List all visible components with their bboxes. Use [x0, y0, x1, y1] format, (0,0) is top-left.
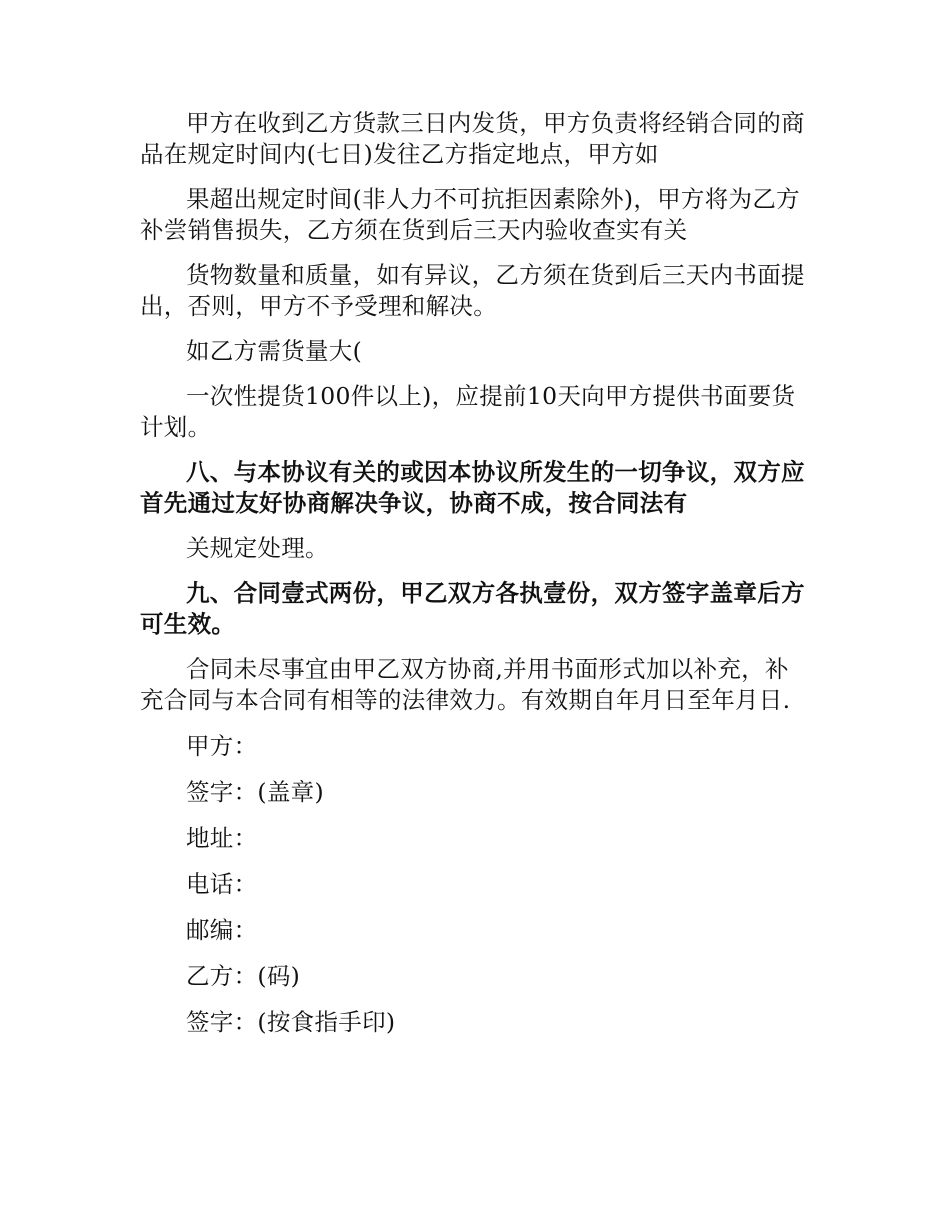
paragraph-large-order: 如乙方需货量大(: [186, 337, 363, 365]
paragraph-delay-compensation: 果超出规定时间(非人力不可抗拒因素除外)，甲方将为乙方补尝销售损失，乙方须在货到后三天内验收查实有关: [140, 185, 800, 244]
field-postcode: 邮编：: [186, 916, 258, 944]
field-party-b-signature: 签字：(按食指手印): [186, 1008, 396, 1036]
field-party-b: 乙方：(码): [186, 962, 301, 990]
paragraph-dispute-handling: 关规定处理。: [186, 534, 329, 562]
field-address: 地址：: [186, 824, 258, 852]
document-page: [140, 108, 812, 1038]
paragraph-order-plan: 一次性提货100件以上)，应提前10天向甲方提供书面要货计划。: [140, 382, 796, 441]
paragraph-supplement-clause: 合同未尽事宜由甲乙双方协商,并用书面形式加以补充，补充合同与本合同有相等的法律效力。有效期自年月日至年月日.: [140, 655, 791, 714]
paragraph-dispute-clause: 八、与本协议有关的或因本协议所发生的一切争议，双方应首先通过友好协商解决争议，协商不成，按合同法有: [140, 458, 805, 517]
field-phone: 电话：: [186, 870, 258, 898]
paragraph-copies-clause: 九、合同壹式两份，甲乙双方各执壹份，双方签字盖章后方可生效。: [140, 579, 805, 638]
field-party-a: 甲方：: [186, 732, 258, 760]
paragraph-delivery-terms: 甲方在收到乙方货款三日内发货，甲方负责将经销合同的商品在规定时间内(七日)发往乙方指定地点，甲方如: [140, 109, 805, 168]
field-party-a-signature: 签字：(盖章): [186, 778, 324, 806]
paragraph-quality-objection: 货物数量和质量，如有异议，乙方须在货到后三天内书面提出，否则，甲方不予受理和解决。: [140, 261, 805, 320]
